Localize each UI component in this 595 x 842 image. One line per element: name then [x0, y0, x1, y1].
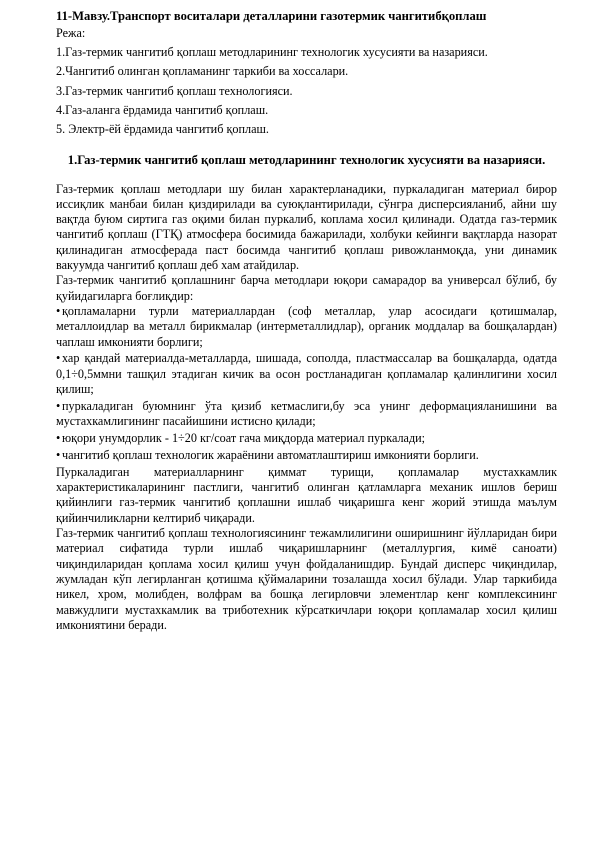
- plan-item: 1.Газ-термик чангитиб қоплаш методларининг технологик хусусияти ва назарияси.: [56, 45, 488, 60]
- section-heading: 1.Газ-термик чангитиб қоплаш методларининг технологик хусусияти ва назарияси.: [67, 153, 546, 168]
- list-item-text: чангитиб қоплаш технологик жараёнини автоматлаштириш имконияти борлиги.: [62, 447, 479, 462]
- list-item: [56, 399, 557, 430]
- list-item: [56, 431, 557, 446]
- bullet-icon: •: [56, 303, 61, 318]
- paragraph: Газ-термик қоплаш методлари шу билан характерланадики, пуркаладиган материал бирор иссиқлик манбаи билан қиздирилади ва суюқлантирилади, сўнгра дисперсияланиб, айни шу вақтда буюм сиртига газ оқими билан пуркалиб, коплама хосил қилинади. Одатда газ-термик чангитиб қоплаш (ГТҚ) атмосфера босимида бажарилади, холбуки кейинги вақтларда назорат қилинадиган атмосферада паст босимда чангитиб қоплаш ривожланмоқда, уни динамик вакуумда чангитиб қоплаш деб хам атайдилар.: [56, 181, 557, 273]
- plan-item: 5. Электр-ёй ёрдамида чангитиб қоплаш.: [56, 121, 269, 136]
- paragraph: Газ-термик чангитиб қоплаш технологиясининг тежамлилигини оширишнинг йўлларидан бири материал сифатида турли ишлаб чиқаришларнинг (металлургия, кимё саноати) чиқиндиларидан қоплама хосил қилиш учун фойдаланишдир. Бундай дисперс чиқиндилар, жумладан кўп легирланган қотишма қўймаларини тозалашда хосил бўлади. Улар таркибида никел, хром, молибден, волфрам ва бошқа легирловчи элементлар кенг комплексининг мавжудлиги мустахкамлик ва триботехник кўрсаткичлари юқори қопламалар хосил қилиш имкониятини беради.: [56, 526, 557, 632]
- plan-item: 2.Чангитиб олинган қопламанинг таркиби ва хоссалари.: [56, 64, 349, 79]
- list-item: [56, 351, 557, 397]
- list-item-text: пуркаладиган буюмнинг ўта қизиб кетмаслиги,бу эса унинг деформацияланишини ва мустахкамлигининг пасайишини истисно қилади;: [56, 398, 557, 429]
- bullet-list: [56, 304, 557, 463]
- plan-section: [56, 26, 557, 137]
- paragraph: Пуркаладиган материалларнинг қиммат турищи, қопламалар мустахкамлик характеристикаларининг пастлиги, чангитиб олинган қатламларга механик ишлов бериш қийинлиги газ-термик чангитиб қоплашни ишлаб чиқаришга кенг жорий этишда маълум қийинчиликларни келтириб чиқаради.: [56, 464, 557, 525]
- list-item-text: хар қандай материалда-металларда, шишада, сополда, пластмассалар ва бошқаларда, одатда 0,1÷0,5ммни ташқил этадиган кичик ва осон ростланадиган қопламалар қалинлигини хосил қилиш;: [56, 351, 557, 397]
- bullet-icon: •: [56, 431, 61, 446]
- bullet-icon: •: [56, 447, 61, 462]
- plan-item: 4.Газ-аланга ёрдамида чангитиб қоплаш.: [56, 102, 269, 117]
- plan-label: Режа:: [56, 26, 86, 41]
- lecture-title: 11-Мавзу.Транспорт воситалари деталларини газотермик чангитибқоплаш: [56, 9, 487, 23]
- bullet-icon: •: [56, 398, 61, 413]
- list-item-text: қопламаларни турли материаллардан (соф металлар, улар асосидаги қотишмалар, металлоидлар ва металл бирикмалар (интерметаллидлар), органик моддалар ва бошқалардан) чаплаш имконияти борлиги;: [56, 303, 557, 349]
- paragraph: Газ-термик чангитиб қоплашнинг барча методлари юқори самарадор ва универсал бўлиб, бу қуйидагиларга боғлиқдир:: [56, 273, 557, 303]
- bullet-icon: •: [56, 351, 61, 366]
- plan-item: 3.Газ-термик чангитиб қоплаш технологияси.: [56, 83, 293, 98]
- list-item: [56, 448, 557, 463]
- list-item-text: юқори унумдорлик - 1÷20 кг/соат гача миқдорда материал пуркалади;: [62, 431, 426, 446]
- list-item: [56, 304, 557, 350]
